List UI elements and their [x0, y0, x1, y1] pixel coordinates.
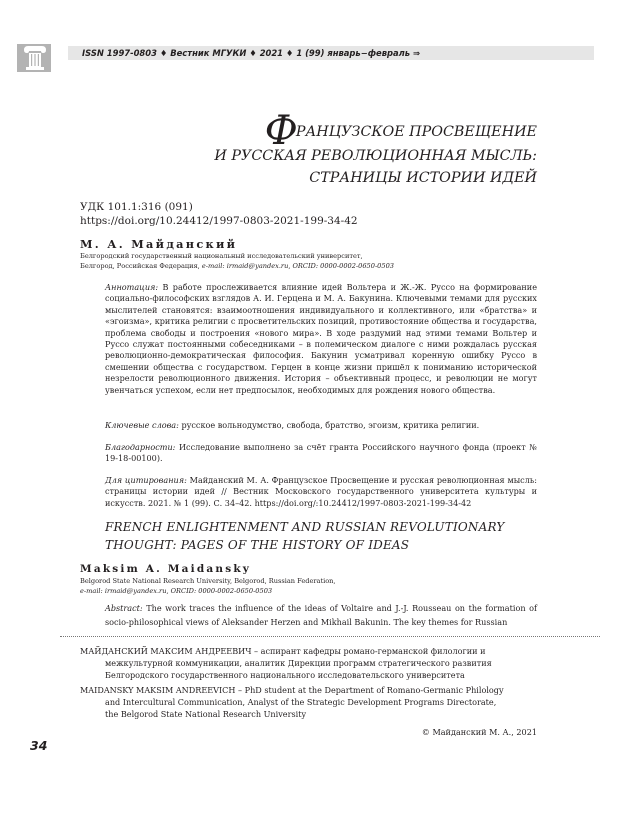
affiliation-ru-line-1: Белгородский государственный национальный исследовательский университет, [80, 252, 363, 260]
citation-text: Майданский М. А. Французское Просвещение и русская революционная мысль: страницы истории идей // Вестник Московского государственного университета культуры и искусств. 2021. № 1 (99). С. 34–42. https://doi.org/:10.24412/1997-0803-2021-199-34-42 [105, 475, 537, 508]
citation-label: Для цитирования: [105, 475, 187, 485]
abstract-en-label: Abstract: [105, 603, 143, 613]
author-contacts-ru[interactable]: e-mail: irmaid@yandex.ru, ORCID: 0000-0002-0650-0503 [201, 262, 394, 270]
abstract-en [105, 601, 537, 629]
abstract-en-text: The work traces the influence of the ideas of Voltaire and J.-J. Rousseau on the formation of socio-philosophical views of Aleksander Herzen and Mikhail Bakunin. The key themes for Russian [105, 603, 537, 627]
title-ru-line-3: СТРАНИЦЫ ИСТОРИИ ИДЕЙ [309, 170, 537, 186]
bio-en-line-1: MAIDANSKY MAKSIM ANDREEVICH – PhD student at the Department of Romano-Germanic Philology [80, 685, 504, 695]
abstract-ru [105, 282, 537, 396]
udk-code: УДК 101.1:316 (091) [80, 201, 193, 213]
author-bio-ru [80, 645, 538, 681]
title-en-line-2: THOUGHT: PAGES OF THE HISTORY OF IDEAS [105, 538, 410, 552]
author-contacts-en[interactable]: e-mail: irmaid@yandex.ru, ORCID: 0000-0002-0650-0503 [80, 587, 273, 595]
copyright: © Майданский М. А., 2021 [421, 727, 537, 737]
title-en-line-1: FRENCH ENLIGHTENMENT AND RUSSIAN REVOLUTIONARY [105, 520, 505, 534]
title-ru-line-2: И РУССКАЯ РЕВОЛЮЦИОННАЯ МЫСЛЬ: [214, 148, 537, 164]
affiliation-en-line-2 [80, 586, 272, 596]
abstract-ru-text: В работе прослеживается влияние идей Вольтера и Ж.-Ж. Руссо на формирование социально-философских взглядов А. И. Герцена и М. А. Бакунина. Ключевыми темами для русских мыслителей становятся: взаимоотношения индивидуального и коллективного, или «братства» и «эгоизма», критика религии с просветительских позиций, противостояние общества и государства, проблема свободы и построения «нового мира». В ходе раздумий над этими темами Вольтер и Руссо служат постоянными собеседниками – в полемическом диалоге с ними рождалась русская революционно-демократическая философия. Бакунин усматривал коренную ошибку Руссо в смешении общества с государством. Герцен в конце жизни пришёл к пониманию исторической незрелости революционного движения. История – объективный процесс, и революции не могут увенчаться успехом, если нет предпосылок, необходимых для рождения нового общества. [105, 282, 537, 395]
citation [105, 475, 537, 509]
title-dropcap: Ф [264, 108, 298, 154]
acknowledgements-text: Исследование выполнено за счёт гранта Российского научного фонда (проект № 19-18-00100). [105, 442, 537, 464]
affiliation-ru-line-2: Белгород, Российская Федерация, e-mail: irmaid@yandex.ru, ORCID: 0000-0002-0650-0503 [80, 262, 394, 270]
ionic-column-icon [15, 40, 57, 76]
abstract-ru-label: Аннотация: [105, 282, 159, 292]
page-number: 34 [30, 738, 48, 753]
article-title-ru [214, 108, 537, 189]
footnote-separator [60, 636, 600, 637]
keywords-ru [105, 420, 537, 431]
bio-ru-line-1: МАЙДАНСКИЙ МАКСИМ АНДРЕЕВИЧ – аспирант кафедры романо-германской филологии и [80, 646, 486, 656]
bio-en-line-3: the Belgorod State National Research University [105, 709, 307, 719]
title-ru-line-1: ФРАНЦУЗСКОЕ ПРОСВЕЩЕНИЕ [264, 108, 537, 154]
keywords-ru-text: русское вольнодумство, свобода, братство, эгоизм, критика религии. [181, 420, 480, 430]
author-name-ru: М. А. Майданский [80, 237, 238, 251]
author-bio-en [80, 684, 538, 720]
journal-header: ISSN 1997-0803 ♦ Вестник МГУКИ ♦ 2021 ♦ 1 (99) январь−февраль ⇒ [82, 48, 421, 58]
acknowledgements [105, 442, 537, 465]
bio-en-line-2: and Intercultural Communication, Analyst of the Strategic Development Programs Directorate, [105, 697, 497, 707]
bio-ru-line-2: межкультурной коммуникации, аналитик Дирекции программ стратегического развития [105, 658, 492, 668]
author-name-en: Maksim A. Maidansky [80, 563, 252, 575]
article-title-en [105, 518, 504, 554]
affiliation-en-line-1: Belgorod State National Research University, Belgorod, Russian Federation, [80, 577, 336, 585]
acknowledgements-label: Благодарности: [105, 442, 176, 452]
doi-link[interactable]: https://doi.org/10.24412/1997-0803-2021-199-34-42 [80, 215, 358, 227]
keywords-ru-label: Ключевые слова: [105, 420, 179, 430]
bio-ru-line-3: Белгородского государственного национального исследовательского университета [105, 670, 465, 680]
